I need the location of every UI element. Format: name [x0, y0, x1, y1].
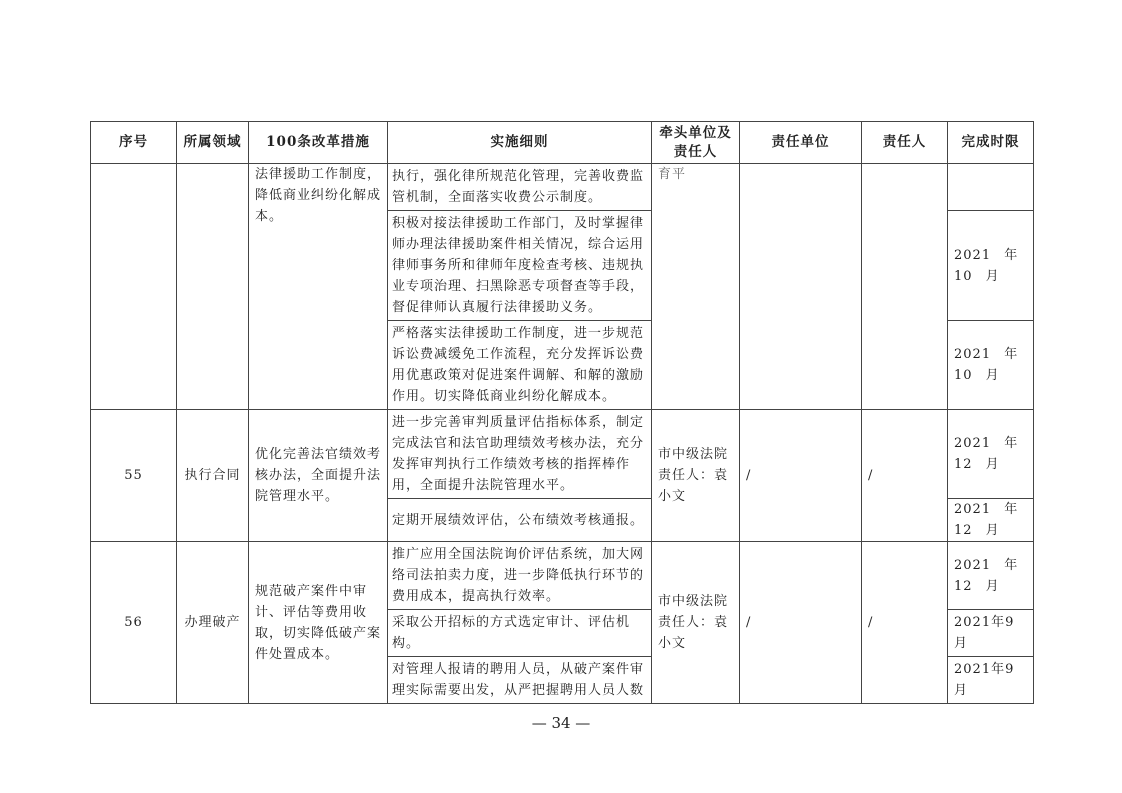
deadline-cell: 2021 年 10 月	[948, 211, 1034, 321]
lead-cell: 育平	[652, 164, 740, 410]
deadline-cell	[948, 164, 1034, 211]
detail-cell: 进一步完善审判质量评估指标体系，制定完成法官和法官助理绩效考核办法，充分发挥审判执行工作绩效考核的指挥棒作用，全面提升法院管理水平。	[388, 410, 652, 499]
domain-cell	[177, 164, 249, 410]
detail-cell: 采取公开招标的方式选定审计、评估机构。	[388, 610, 652, 657]
unit-cell: /	[740, 410, 862, 542]
detail-cell: 严格落实法律援助工作制度，进一步规范诉讼费减缓免工作流程，充分发挥诉讼费用优惠政策对促进案件调解、和解的激励作用。切实降低商业纠纷化解成本。	[388, 321, 652, 410]
deadline-cell: 2021年9月	[948, 610, 1034, 657]
header-deadline: 完成时限	[948, 122, 1034, 164]
header-domain: 所属领域	[177, 122, 249, 164]
header-details: 实施细则	[388, 122, 652, 164]
lead-cell: 市中级法院责任人：袁小文	[652, 410, 740, 542]
detail-cell: 执行，强化律所规范化管理，完善收费监管机制，全面落实收费公示制度。	[388, 164, 652, 211]
domain-cell: 办理破产	[177, 542, 249, 704]
lead-cell: 市中级法院责任人：袁小文	[652, 542, 740, 704]
deadline-cell: 2021年9月	[948, 657, 1034, 704]
header-no: 序号	[91, 122, 177, 164]
person-cell: /	[862, 410, 948, 542]
header-lead: 牵头单位及责任人	[652, 122, 740, 164]
header-unit: 责任单位	[740, 122, 862, 164]
header-row	[91, 122, 1034, 164]
measure-cell: 法律援助工作制度，降低商业纠纷化解成本。	[249, 164, 388, 410]
measure-cell: 优化完善法官绩效考核办法，全面提升法院管理水平。	[249, 410, 388, 542]
domain-cell: 执行合同	[177, 410, 249, 542]
no-cell: 55	[91, 410, 177, 542]
table-row	[91, 542, 1034, 610]
no-cell	[91, 164, 177, 410]
detail-cell: 定期开展绩效评估，公布绩效考核通报。	[388, 499, 652, 542]
deadline-cell: 2021 年 10 月	[948, 321, 1034, 410]
unit-cell	[740, 164, 862, 410]
deadline-cell: 2021 年 12 月	[948, 499, 1034, 542]
detail-cell: 推广应用全国法院询价评估系统，加大网络司法拍卖力度，进一步降低执行环节的费用成本，提高执行效率。	[388, 542, 652, 610]
deadline-cell: 2021 年 12 月	[948, 542, 1034, 610]
page-number: — 34 —	[531, 714, 591, 732]
reform-measures-table	[90, 121, 1034, 704]
header-person: 责任人	[862, 122, 948, 164]
no-cell: 56	[91, 542, 177, 704]
table-row	[91, 410, 1034, 499]
unit-cell: /	[740, 542, 862, 704]
person-cell	[862, 164, 948, 410]
measure-cell: 规范破产案件中审计、评估等费用收取，切实降低破产案件处置成本。	[249, 542, 388, 704]
deadline-cell: 2021 年 12 月	[948, 410, 1034, 499]
detail-cell: 积极对接法律援助工作部门，及时掌握律师办理法律援助案件相关情况，综合运用律师事务所和律师年度检查考核、违规执业专项治理、扫黑除恶专项督查等手段，督促律师认真履行法律援助义务。	[388, 211, 652, 321]
person-cell: /	[862, 542, 948, 704]
header-measure: 100条改革措施	[249, 122, 388, 164]
detail-cell: 对管理人报请的聘用人员，从破产案件审理实际需要出发，从严把握聘用人员人数	[388, 657, 652, 704]
table-row	[91, 164, 1034, 211]
